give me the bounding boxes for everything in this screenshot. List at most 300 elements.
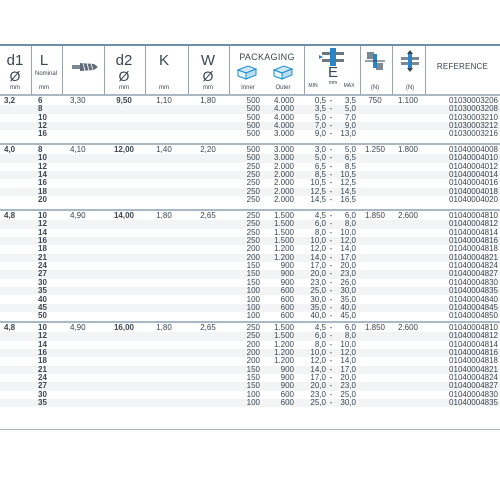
cell-emax: 6,0 xyxy=(344,211,356,220)
col-sep xyxy=(31,46,32,96)
cell-inner: 100 xyxy=(246,311,260,321)
cell-dash: - xyxy=(329,211,333,220)
col-sep xyxy=(304,46,305,96)
cell-dash: - xyxy=(329,96,333,105)
cell-w: 1,80 xyxy=(200,96,216,105)
cell-dash: - xyxy=(329,302,333,312)
cell-l: 14 xyxy=(38,170,47,180)
cell-outer: 4.000 xyxy=(273,121,294,131)
cell-inner: 100 xyxy=(246,302,260,312)
cell-outer: 4.000 xyxy=(273,104,294,114)
col-sep xyxy=(62,46,63,96)
cell-dash: - xyxy=(329,339,333,349)
cell-d2: 14,00 xyxy=(113,211,135,220)
cell-k: 1,10 xyxy=(156,96,172,105)
cell-l: 24 xyxy=(38,373,47,383)
cell-inner: 250 xyxy=(246,323,260,332)
cell-dash: - xyxy=(329,170,333,180)
cell-l: 45 xyxy=(38,302,47,312)
cell-emax: 25,0 xyxy=(340,389,356,399)
cell-ref: 01040004830 xyxy=(449,389,498,399)
cell-inner: 100 xyxy=(246,286,260,296)
cell-l: 35 xyxy=(38,286,47,296)
header-reference: REFERENCE xyxy=(436,62,489,71)
cell-dash: - xyxy=(329,269,333,279)
cell-outer: 2.000 xyxy=(273,186,294,196)
cell-emin: 20,0 xyxy=(310,269,326,279)
cell-ref: 01040004827 xyxy=(449,381,498,391)
cell-inner: 250 xyxy=(246,219,260,229)
header-e-unit: mm xyxy=(328,80,338,86)
cell-outer: 2.000 xyxy=(273,178,294,188)
cell-ref: 01040004810 xyxy=(449,323,498,332)
cell-tensile: 2.600 xyxy=(397,211,419,220)
cell-emax: 6,0 xyxy=(344,323,356,332)
col-sep xyxy=(145,46,146,96)
cell-inner: 200 xyxy=(246,356,260,366)
cell-emin: 10,5 xyxy=(310,178,326,188)
table-bottom-rule xyxy=(0,429,500,430)
header-d2-symbol: Ø xyxy=(118,68,130,84)
header-e: E xyxy=(327,64,338,81)
cell-l: 21 xyxy=(38,252,47,262)
cell-outer: 1.500 xyxy=(273,323,294,332)
cell-emin: 4,5 xyxy=(314,323,326,332)
cell-ref: 01040004830 xyxy=(449,277,498,287)
cell-emax: 26,0 xyxy=(340,277,356,287)
cell-dash: - xyxy=(329,261,333,271)
cell-emax: 16,5 xyxy=(340,195,356,205)
cell-inner: 250 xyxy=(246,186,260,196)
cell-emax: 45,0 xyxy=(340,311,356,321)
cell-emax: 40,0 xyxy=(340,302,356,312)
cell-dash: - xyxy=(329,294,333,304)
cell-emax: 12,0 xyxy=(340,348,356,358)
cell-emax: 8,0 xyxy=(344,219,356,229)
cell-outer: 2.000 xyxy=(273,161,294,171)
cell-ref: 01040004014 xyxy=(449,170,498,180)
cell-emin: 10,0 xyxy=(310,236,326,246)
cell-outer: 900 xyxy=(280,364,294,374)
cell-dash: - xyxy=(329,129,333,139)
cell-outer: 600 xyxy=(280,302,294,312)
shear-strength-icon xyxy=(365,50,385,72)
cell-emax: 8,5 xyxy=(344,161,356,171)
cell-dash: - xyxy=(329,244,333,254)
cell-inner: 200 xyxy=(246,348,260,358)
cell-l: 12 xyxy=(38,161,47,171)
cell-ref: 01040004016 xyxy=(449,178,498,188)
cell-ref: 01040004010 xyxy=(449,153,498,163)
cell-outer: 900 xyxy=(280,261,294,271)
cell-l: 16 xyxy=(38,129,47,139)
cell-l: 18 xyxy=(38,244,47,254)
cell-dash: - xyxy=(329,373,333,383)
cell-outer: 1.500 xyxy=(273,227,294,237)
cell-dash: - xyxy=(329,178,333,188)
cell-inner: 500 xyxy=(246,153,260,163)
cell-ref: 01030003212 xyxy=(449,121,498,131)
cell-l: 21 xyxy=(38,364,47,374)
inner-box-icon xyxy=(236,64,258,80)
cell-ref: 01040004020 xyxy=(449,195,498,205)
cell-shear: 1.850 xyxy=(364,323,386,332)
cell-dash: - xyxy=(329,356,333,366)
cell-dash: - xyxy=(329,348,333,358)
header-inner: Inner xyxy=(241,85,255,91)
cell-dash: - xyxy=(329,311,333,321)
col-sep xyxy=(188,46,189,96)
cell-outer: 2.000 xyxy=(273,170,294,180)
cell-outer: 1.200 xyxy=(273,356,294,366)
cell-k: 1,80 xyxy=(156,211,172,220)
cell-emin: 12,0 xyxy=(310,356,326,366)
cell-inner: 500 xyxy=(246,112,260,122)
cell-ref: 01040004816 xyxy=(449,236,498,246)
cell-l: 12 xyxy=(38,331,47,341)
table-row xyxy=(0,312,500,320)
cell-emax: 23,0 xyxy=(340,381,356,391)
header-outer: Outer xyxy=(275,85,291,91)
cell-dash: - xyxy=(329,195,333,205)
cell-ref: 01040004818 xyxy=(449,356,498,366)
cell-d2: 12,00 xyxy=(113,145,135,154)
cell-emin: 10,0 xyxy=(310,348,326,358)
cell-outer: 1.200 xyxy=(273,244,294,254)
cell-emin: 25,0 xyxy=(310,286,326,296)
cell-emin: 6,0 xyxy=(314,331,326,341)
cell-emin: 9,0 xyxy=(314,129,326,139)
cell-emax: 3,5 xyxy=(344,96,356,105)
header-l-unit: mm xyxy=(39,85,49,91)
cell-emax: 8,0 xyxy=(344,331,356,341)
cell-tensile: 2.600 xyxy=(397,323,419,332)
cell-l: 10 xyxy=(38,112,47,122)
cell-emax: 14,0 xyxy=(340,356,356,366)
header-w: W xyxy=(200,52,216,69)
cell-emax: 20,0 xyxy=(340,373,356,383)
cell-shear: 750 xyxy=(368,96,382,105)
cell-ref: 01040004824 xyxy=(449,261,498,271)
cell-ref: 01030003216 xyxy=(449,129,498,139)
header-d1: d1 xyxy=(6,52,24,69)
cell-ref: 01040004821 xyxy=(449,252,498,262)
tensile-strength-icon xyxy=(400,50,420,72)
cell-emax: 10,0 xyxy=(340,227,356,237)
cell-emin: 23,0 xyxy=(310,277,326,287)
cell-ref: 01040004812 xyxy=(449,331,498,341)
cell-dash: - xyxy=(329,219,333,229)
header-d1-unit: mm xyxy=(10,85,20,91)
cell-emax: 17,0 xyxy=(340,252,356,262)
header-shear-n: (N) xyxy=(370,85,380,91)
cell-inner: 100 xyxy=(246,398,260,408)
cell-l: 50 xyxy=(38,311,47,321)
cell-outer: 1.500 xyxy=(273,331,294,341)
cell-inner: 250 xyxy=(246,211,260,220)
cell-ref: 01040004835 xyxy=(449,286,498,296)
cell-ref: 01040004845 xyxy=(449,302,498,312)
cell-dash: - xyxy=(329,236,333,246)
cell-l: 16 xyxy=(38,348,47,358)
table-row xyxy=(0,196,500,204)
cell-inner: 250 xyxy=(246,178,260,188)
cell-dash: - xyxy=(329,381,333,391)
cell-dash: - xyxy=(329,252,333,262)
cell-ref: 01040004850 xyxy=(449,311,498,321)
cell-k: 1,40 xyxy=(156,145,172,154)
cell-outer: 600 xyxy=(280,294,294,304)
cell-inner: 250 xyxy=(246,236,260,246)
cell-inner: 150 xyxy=(246,373,260,383)
cell-inner: 150 xyxy=(246,381,260,391)
cell-emax: 12,0 xyxy=(340,236,356,246)
cell-l: 30 xyxy=(38,389,47,399)
cell-ref: 01040004008 xyxy=(449,145,498,154)
cell-emin: 8,0 xyxy=(314,339,326,349)
header-l: L xyxy=(39,52,49,69)
col-sep xyxy=(104,46,105,96)
cell-dash: - xyxy=(329,112,333,122)
cell-inner: 100 xyxy=(246,294,260,304)
cell-ref: 01040004835 xyxy=(449,398,498,408)
cell-emax: 30,0 xyxy=(340,286,356,296)
cell-l: 12 xyxy=(38,219,47,229)
cell-l: 20 xyxy=(38,195,47,205)
cell-outer: 1.500 xyxy=(273,219,294,229)
cell-dash: - xyxy=(329,389,333,399)
cell-emax: 10,5 xyxy=(340,170,356,180)
cell-outer: 1.500 xyxy=(273,211,294,220)
cell-emax: 7,0 xyxy=(344,112,356,122)
cell-inner: 250 xyxy=(246,195,260,205)
cell-d1: 4,8 xyxy=(4,323,16,332)
cell-l: 8 xyxy=(38,145,43,154)
cell-shear: 1.250 xyxy=(364,145,386,154)
cell-inner: 100 xyxy=(246,389,260,399)
cell-emin: 4,5 xyxy=(314,211,326,220)
cell-outer: 900 xyxy=(280,373,294,383)
cell-d2: 9,50 xyxy=(116,96,132,105)
table-row xyxy=(0,399,500,407)
cell-emin: 14,0 xyxy=(310,364,326,374)
outer-box-icon xyxy=(272,64,294,80)
header-packaging: PACKAGING xyxy=(239,52,295,62)
drill-bit-icon xyxy=(72,62,98,72)
cell-l: 14 xyxy=(38,339,47,349)
cell-ref: 01030003210 xyxy=(449,112,498,122)
cell-emax: 30,0 xyxy=(340,398,356,408)
cell-outer: 3.000 xyxy=(273,153,294,163)
cell-emin: 14,5 xyxy=(310,195,326,205)
cell-l: 10 xyxy=(38,153,47,163)
header-k: K xyxy=(158,52,169,69)
cell-emax: 23,0 xyxy=(340,269,356,279)
cell-emax: 17,0 xyxy=(340,364,356,374)
cell-k: 1,80 xyxy=(156,323,172,332)
cell-emax: 14,0 xyxy=(340,244,356,254)
col-sep xyxy=(229,46,230,96)
cell-l: 24 xyxy=(38,261,47,271)
cell-outer: 600 xyxy=(280,311,294,321)
cell-emin: 14,0 xyxy=(310,252,326,262)
cell-emin: 25,0 xyxy=(310,398,326,408)
cell-outer: 3.000 xyxy=(273,129,294,139)
cell-inner: 500 xyxy=(246,96,260,105)
cell-tensile: 1.100 xyxy=(397,96,419,105)
cell-emax: 5,0 xyxy=(344,145,356,154)
cell-inner: 500 xyxy=(246,145,260,154)
col-sep xyxy=(425,46,426,96)
cell-outer: 4.000 xyxy=(273,112,294,122)
cell-l: 27 xyxy=(38,269,47,279)
cell-outer: 600 xyxy=(280,389,294,399)
header-tensile-n: (N) xyxy=(405,85,415,91)
cell-l: 30 xyxy=(38,277,47,287)
cell-emax: 12,5 xyxy=(340,178,356,188)
cell-inner: 150 xyxy=(246,261,260,271)
cell-outer: 900 xyxy=(280,381,294,391)
cell-dash: - xyxy=(329,331,333,341)
cell-drill: 4,90 xyxy=(70,211,86,220)
cell-emin: 30,0 xyxy=(310,294,326,304)
cell-emin: 40,0 xyxy=(310,311,326,321)
cell-emin: 0,5 xyxy=(314,96,326,105)
cell-d1: 4,8 xyxy=(4,211,16,220)
cell-ref: 01040004810 xyxy=(449,211,498,220)
cell-dash: - xyxy=(329,121,333,131)
cell-ref: 01040004816 xyxy=(449,348,498,358)
cell-d1: 3,2 xyxy=(4,96,16,105)
cell-dash: - xyxy=(329,286,333,296)
cell-outer: 1.200 xyxy=(273,252,294,262)
cell-dash: - xyxy=(329,398,333,408)
cell-shear: 1.850 xyxy=(364,211,386,220)
header-w-symbol: Ø xyxy=(202,68,214,84)
cell-inner: 500 xyxy=(246,121,260,131)
cell-emin: 3,5 xyxy=(314,104,326,114)
cell-l: 8 xyxy=(38,104,43,114)
cell-l: 18 xyxy=(38,356,47,366)
cell-emax: 10,0 xyxy=(340,339,356,349)
cell-emin: 17,0 xyxy=(310,261,326,271)
cell-l: 35 xyxy=(38,398,47,408)
cell-emin: 5,0 xyxy=(314,153,326,163)
cell-emin: 7,0 xyxy=(314,121,326,131)
cell-l: 18 xyxy=(38,186,47,196)
col-sep xyxy=(360,46,361,96)
cell-inner: 200 xyxy=(246,244,260,254)
cell-emax: 20,0 xyxy=(340,261,356,271)
cell-ref: 01040004812 xyxy=(449,219,498,229)
cell-ref: 01040004824 xyxy=(449,373,498,383)
cell-emin: 35,0 xyxy=(310,302,326,312)
header-e-max: MAX xyxy=(343,83,355,89)
cell-inner: 500 xyxy=(246,129,260,139)
cell-dash: - xyxy=(329,364,333,374)
cell-emin: 3,0 xyxy=(314,145,326,154)
cell-inner: 150 xyxy=(246,277,260,287)
header-d2: d2 xyxy=(115,52,133,69)
cell-ref: 01030003208 xyxy=(449,104,498,114)
cell-ref: 01040004821 xyxy=(449,364,498,374)
cell-d1: 4,0 xyxy=(4,145,16,154)
cell-ref: 01040004814 xyxy=(449,227,498,237)
cell-ref: 01040004814 xyxy=(449,339,498,349)
cell-outer: 2.000 xyxy=(273,195,294,205)
header-d2-unit: mm xyxy=(119,85,129,91)
cell-tensile: 1.800 xyxy=(397,145,419,154)
cell-ref: 01040004012 xyxy=(449,161,498,171)
cell-outer: 1.200 xyxy=(273,348,294,358)
header-e-min: MIN xyxy=(308,83,318,89)
cell-drill: 3,30 xyxy=(70,96,86,105)
cell-l: 27 xyxy=(38,381,47,391)
cell-ref: 01040004018 xyxy=(449,186,498,196)
cell-dash: - xyxy=(329,153,333,163)
cell-outer: 3.000 xyxy=(273,145,294,154)
cell-outer: 600 xyxy=(280,286,294,296)
cell-emin: 6,5 xyxy=(314,161,326,171)
cell-dash: - xyxy=(329,277,333,287)
cell-l: 40 xyxy=(38,294,47,304)
cell-inner: 150 xyxy=(246,269,260,279)
cell-inner: 200 xyxy=(246,339,260,349)
cell-drill: 4,90 xyxy=(70,323,86,332)
cell-ref: 01040004827 xyxy=(449,269,498,279)
cell-emax: 14,5 xyxy=(340,186,356,196)
cell-emin: 17,0 xyxy=(310,373,326,383)
cell-emin: 6,0 xyxy=(314,219,326,229)
cell-outer: 1.500 xyxy=(273,236,294,246)
cell-emax: 13,0 xyxy=(340,129,356,139)
cell-inner: 250 xyxy=(246,331,260,341)
cell-dash: - xyxy=(329,323,333,332)
cell-emin: 12,5 xyxy=(310,186,326,196)
cell-ref: 01030003206 xyxy=(449,96,498,105)
cell-emin: 23,0 xyxy=(310,389,326,399)
cell-outer: 1.200 xyxy=(273,339,294,349)
cell-inner: 200 xyxy=(246,252,260,262)
cell-emin: 8,0 xyxy=(314,227,326,237)
cell-w: 2,65 xyxy=(200,211,216,220)
cell-emin: 5,0 xyxy=(314,112,326,122)
cell-l: 14 xyxy=(38,227,47,237)
cell-emin: 8,5 xyxy=(314,170,326,180)
cell-emax: 9,0 xyxy=(344,121,356,131)
cell-dash: - xyxy=(329,161,333,171)
cell-outer: 4.000 xyxy=(273,96,294,105)
cell-emin: 20,0 xyxy=(310,381,326,391)
cell-inner: 500 xyxy=(246,104,260,114)
cell-dash: - xyxy=(329,186,333,196)
cell-inner: 250 xyxy=(246,161,260,171)
cell-w: 2,20 xyxy=(200,145,216,154)
cell-emax: 6,5 xyxy=(344,153,356,163)
cell-inner: 250 xyxy=(246,170,260,180)
cell-dash: - xyxy=(329,104,333,114)
cell-l: 16 xyxy=(38,236,47,246)
cell-outer: 900 xyxy=(280,277,294,287)
header-k-unit: mm xyxy=(159,85,169,91)
header-d1-symbol: Ø xyxy=(9,68,21,84)
cell-ref: 01040004818 xyxy=(449,244,498,254)
cell-l: 12 xyxy=(38,121,47,131)
cell-inner: 250 xyxy=(246,227,260,237)
cell-dash: - xyxy=(329,145,333,154)
cell-outer: 900 xyxy=(280,269,294,279)
cell-emax: 35,0 xyxy=(340,294,356,304)
